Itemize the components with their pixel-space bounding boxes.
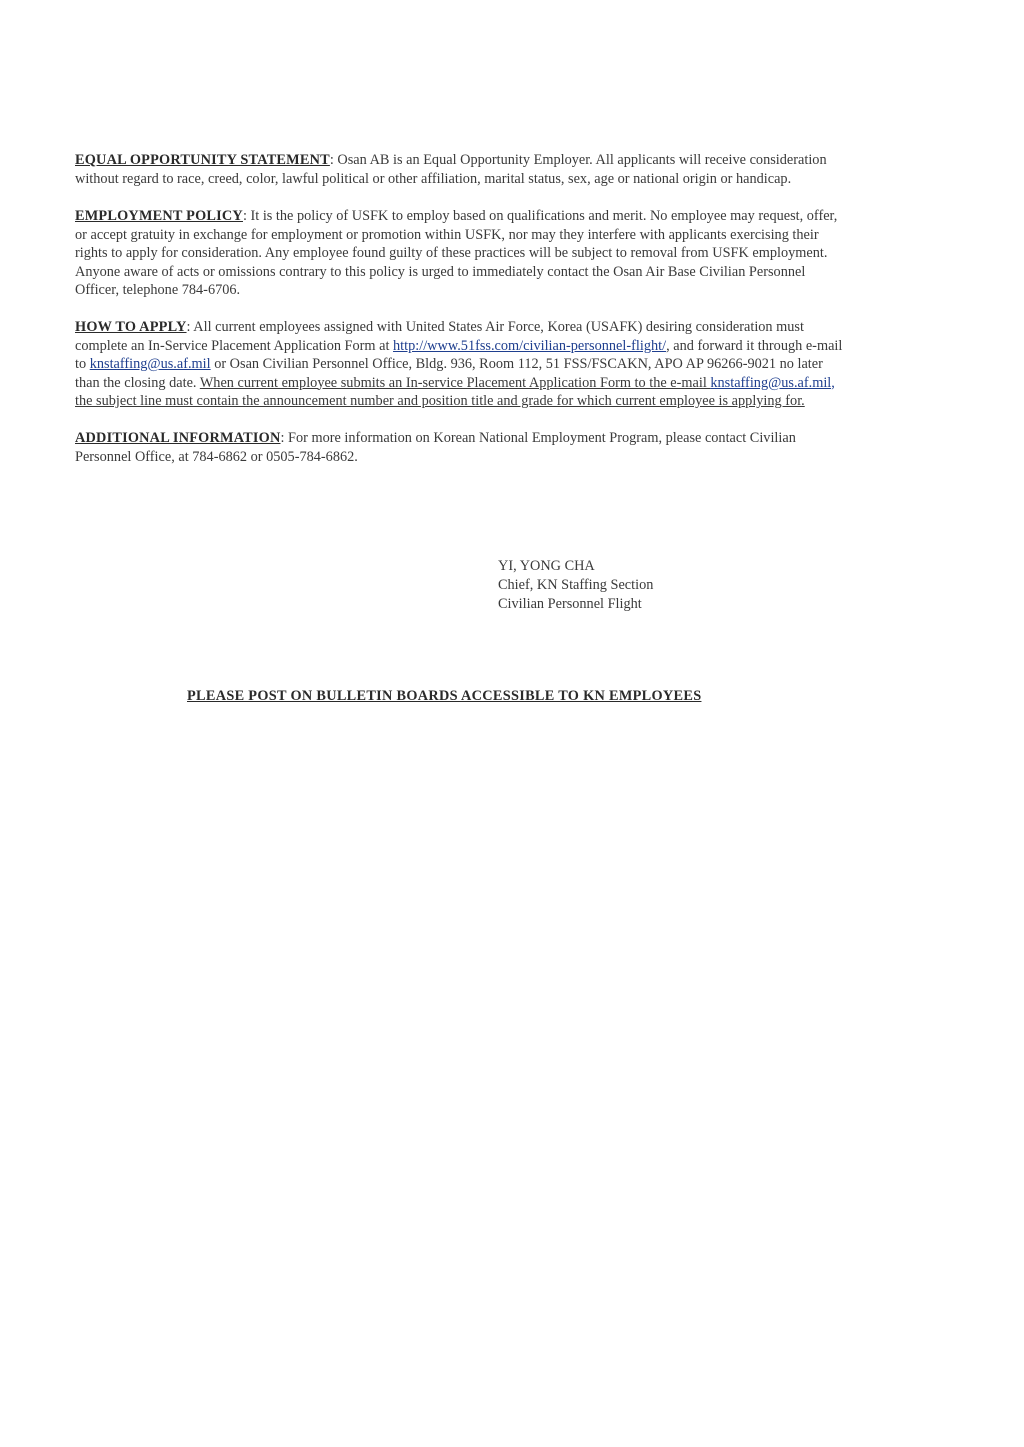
- application-form-link[interactable]: http://www.51fss.com/civilian-personnel-flight/: [393, 337, 667, 354]
- equal-opportunity-heading: EQUAL OPPORTUNITY STATEMENT: [75, 152, 330, 168]
- how-to-apply-line-3: [75, 355, 955, 374]
- how-to-apply-text-4a: than the closing date.: [75, 374, 200, 391]
- employment-policy-text-1: : It is the policy of USFK to employ based on qualifications and merit. No employee may request, offer,: [242, 208, 838, 224]
- how-to-apply-text-2b: , and forward it through e-mail: [666, 337, 843, 354]
- posting-notice: PLEASE POST ON BULLETIN BOARDS ACCESSIBLE TO KN EMPLOYEES: [187, 688, 702, 704]
- how-to-apply-text-4b: When current employee submits an In-service Placement Application Form to the e-mail: [199, 374, 711, 391]
- additional-information-section: [75, 429, 955, 466]
- additional-information-line-1: [75, 429, 955, 448]
- how-to-apply-section: [75, 318, 955, 411]
- signer-office: Civilian Personnel Flight: [498, 596, 642, 612]
- employment-policy-heading: EMPLOYMENT POLICY: [75, 208, 243, 224]
- how-to-apply-line-2: [75, 337, 955, 356]
- signature-block: [498, 557, 653, 614]
- employment-policy-text-5: Officer, telephone 784-6706.: [75, 282, 241, 298]
- how-to-apply-text-3b: or Osan Civilian Personnel Office, Bldg. 936, Room 112, 51 FSS/FSCAKN, APO AP 96266-9021 no later: [210, 356, 823, 372]
- how-to-apply-line-1: [75, 318, 955, 337]
- how-to-apply-text-5: the subject line must contain the announcement number and position title and grade for which current employee is applying for.: [75, 393, 805, 409]
- employment-policy-text-2: or accept gratuity in exchange for employment or promotion within USFK, nor may they interfere with applicants exercising their: [75, 226, 819, 243]
- additional-information-heading: ADDITIONAL INFORMATION: [75, 430, 281, 446]
- equal-opportunity-section: [75, 151, 955, 188]
- employment-policy-line-1: [75, 207, 955, 226]
- additional-information-text-2: Personnel Office, at 784-6862 or 0505-784-6862.: [75, 448, 358, 465]
- employment-policy-text-3: rights to apply for consideration. Any employee found guilty of these practices will be subject to removal from USFK employment.: [75, 245, 828, 261]
- how-to-apply-line-4: [75, 374, 955, 393]
- how-to-apply-heading: HOW TO APPLY: [75, 319, 187, 335]
- employment-policy-section: [75, 207, 955, 300]
- equal-opportunity-line-1: [75, 151, 955, 170]
- signer-name: YI, YONG CHA: [498, 558, 595, 574]
- staffing-email-link-2[interactable]: knstaffing@us.af.mil,: [710, 374, 835, 391]
- staffing-email-link[interactable]: knstaffing@us.af.mil: [89, 356, 211, 372]
- how-to-apply-text-3a: to: [75, 356, 90, 372]
- equal-opportunity-text-2: without regard to race, creed, color, lawful political or other affiliation, marital status, sex, age or national origin or handicap.: [75, 170, 792, 187]
- how-to-apply-text-2a: complete an In-Service Placement Application Form at: [75, 337, 394, 354]
- signer-title: Chief, KN Staffing Section: [498, 577, 654, 593]
- additional-information-text-1: : For more information on Korean National Employment Program, please contact Civilian: [280, 430, 796, 446]
- how-to-apply-text-1: : All current employees assigned with United States Air Force, Korea (USAFK) desiring consideration must: [186, 319, 804, 335]
- equal-opportunity-text-1: : Osan AB is an Equal Opportunity Employer. All applicants will receive consideration: [329, 152, 827, 168]
- employment-policy-text-4: Anyone aware of acts or omissions contrary to this policy is urged to immediately contact the Osan Air Base Civilian Personnel: [75, 263, 806, 280]
